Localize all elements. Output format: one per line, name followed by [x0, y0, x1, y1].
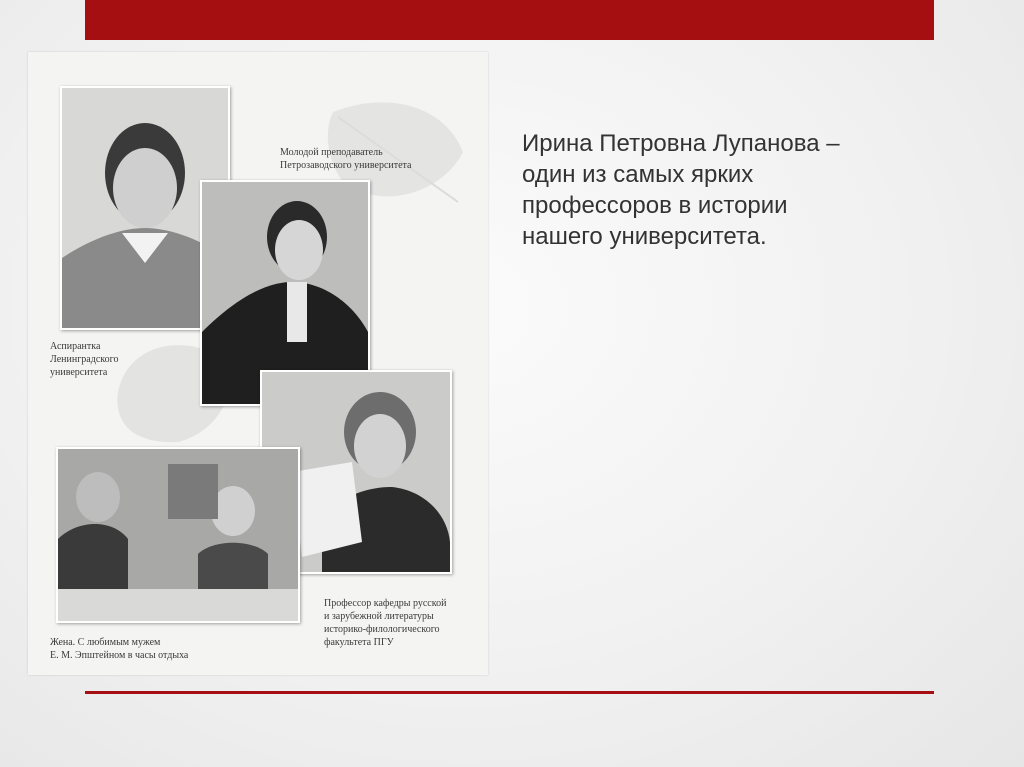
caption-young-teacher: Молодой преподаватель Петрозаводского университета	[280, 147, 412, 171]
top-accent-bar	[85, 0, 934, 40]
caption-postgraduate: Аспирантка Ленинградского университета	[50, 341, 119, 378]
photo-collage	[28, 52, 488, 675]
caption-wife: Жена. С любимым мужем Е. М. Эпштейном в часы отдыха	[50, 637, 189, 661]
slide-body-text: Ирина Петровна Лупанова – один из самых ярких профессоров в истории нашего университета.	[522, 130, 840, 250]
photo-wife	[56, 447, 300, 623]
bottom-accent-line	[85, 691, 934, 694]
caption-professor: Профессор кафедры русской и зарубежной литературы историко-филологического факультета ПГУ	[324, 598, 447, 648]
